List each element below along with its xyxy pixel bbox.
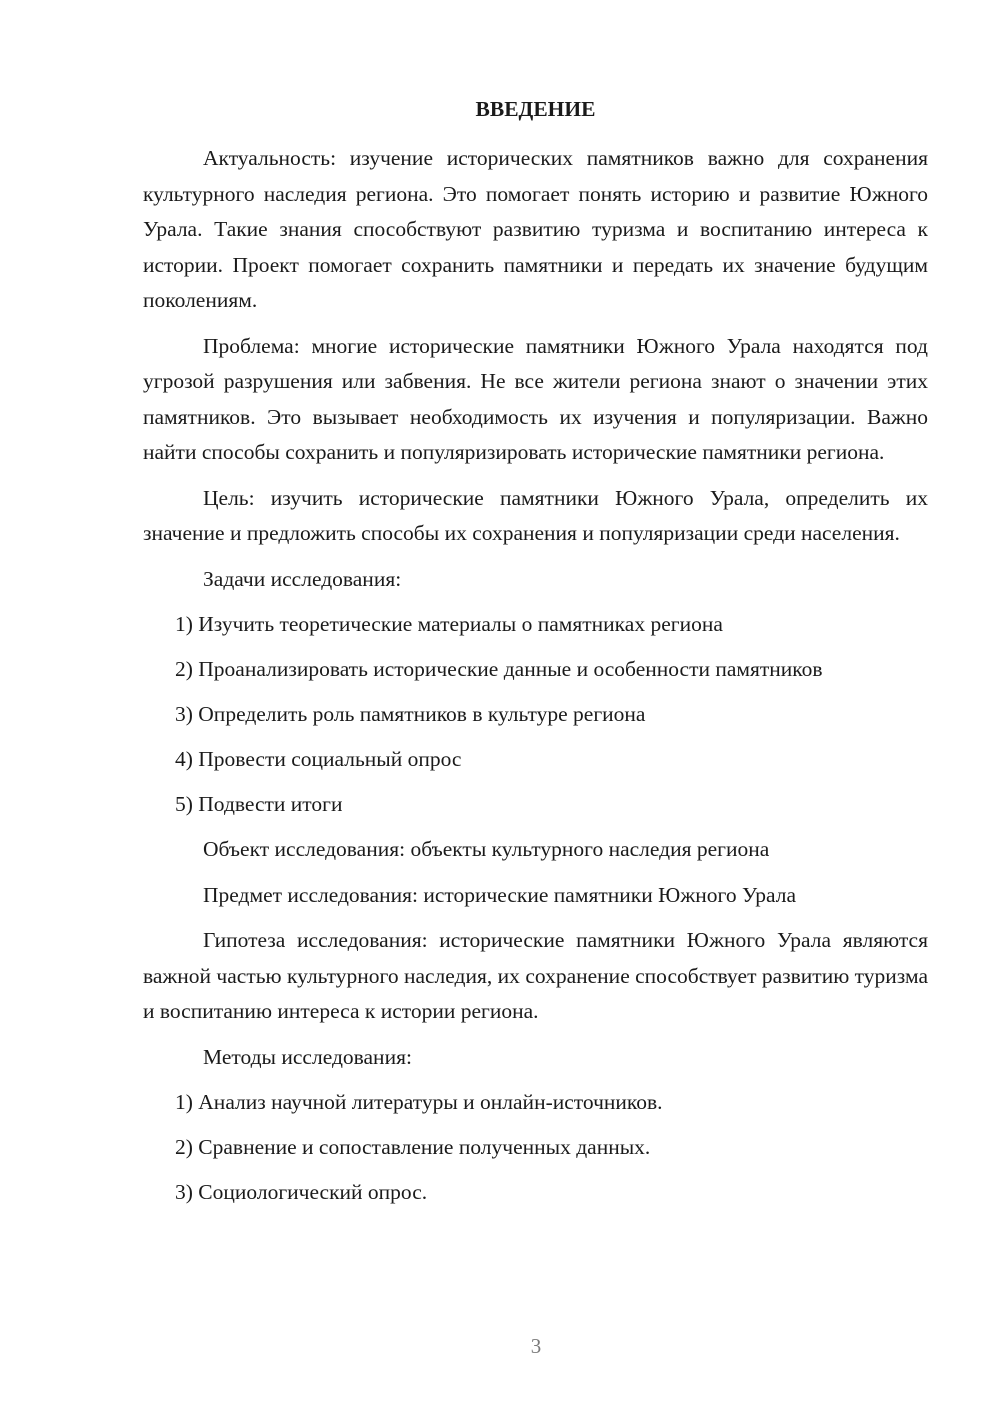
- relevance-paragraph: Актуальность: изучение исторических памятников важно для сохранения культурного наследия региона. Это помогает понять историю и развитие Южного Урала. Такие знания способствуют развитию туризма и воспитанию интереса к истории. Проект помогает сохранить памятники и передать их значение будущим поколениям.: [143, 146, 928, 312]
- tasks-list: [143, 607, 928, 822]
- tasks-title: Задачи исследования:: [203, 566, 402, 591]
- list-item: 4) Провести социальный опрос: [175, 747, 462, 771]
- goal-paragraph: Цель: изучить исторические памятники Южного Урала, определить их значение и предложить способы их сохранения и популяризации среди населения.: [143, 485, 928, 545]
- list-item: 1) Анализ научной литературы и онлайн-источников.: [175, 1090, 663, 1114]
- object-paragraph: Объект исследования: объекты культурного наследия региона: [203, 837, 770, 861]
- list-item: 2) Проанализировать исторические данные и особенности памятников: [175, 657, 823, 681]
- page-number: 3: [530, 1334, 542, 1358]
- list-item: 2) Сравнение и сопоставление полученных данных.: [175, 1135, 651, 1159]
- list-item: 1) Изучить теоретические материалы о памятниках региона: [175, 612, 723, 636]
- methods-list: [143, 1085, 928, 1210]
- list-item: 5) Подвести итоги: [175, 792, 343, 816]
- methods-title: Методы исследования:: [203, 1044, 412, 1069]
- document-page: [143, 92, 928, 1220]
- list-item: 3) Определить роль памятников в культуре региона: [175, 702, 646, 726]
- list-item: 3) Социологический опрос.: [175, 1180, 428, 1204]
- section-heading: ВВЕДЕНИЕ: [475, 97, 596, 121]
- hypothesis-paragraph: Гипотеза исследования: исторические памятники Южного Урала являются важной частью культурного наследия, их сохранение способствует развитию туризма и воспитанию интереса к истории региона.: [143, 928, 928, 1023]
- subject-paragraph: Предмет исследования: исторические памятники Южного Урала: [203, 882, 797, 907]
- problem-paragraph: Проблема: многие исторические памятники Южного Урала находятся под угрозой разрушения или забвения. Не все жители региона знают о значении этих памятников. Это вызывает необходимость их изучения и популяризации. Важно найти способы сохранить и популяризировать исторические памятники региона.: [143, 333, 928, 464]
